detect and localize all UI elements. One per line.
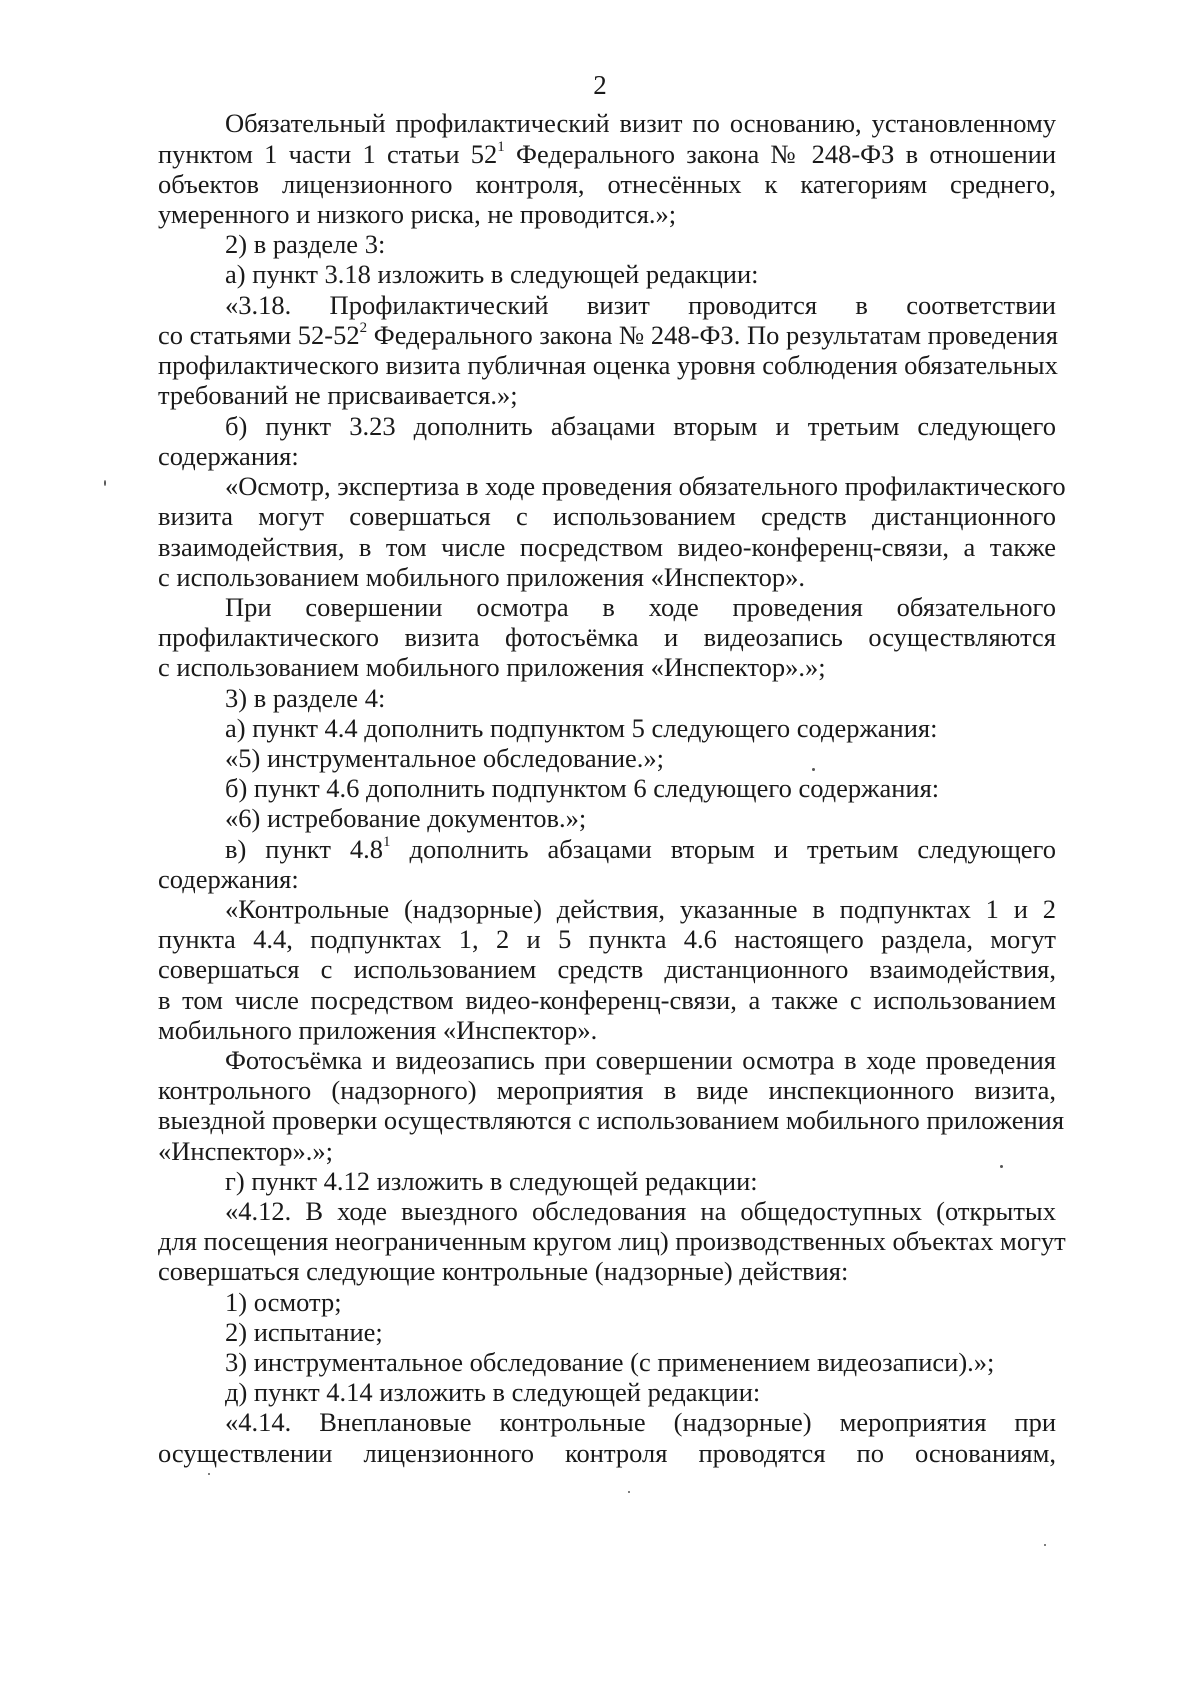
text-line: совершаться следующие контрольные (надзорные) действия: <box>158 1256 849 1286</box>
text-line: При совершении осмотра в ходе проведения обязательного <box>225 592 1056 622</box>
text-line: пунктом 1 части 1 статьи $52^1$ Федерального закона № 248-ФЗ в отношении <box>158 139 1057 169</box>
text-line: в том числе посредством видео-конференц-связи, а также с использованием <box>158 985 1056 1015</box>
text-line: содержания: <box>158 441 299 471</box>
text-line: умеренного и низкого риска, не проводится.»; <box>158 199 677 229</box>
text-line: б) пункт 4.6 дополнить подпунктом 6 следующего содержания: <box>225 773 940 803</box>
scan-speck <box>208 1473 210 1475</box>
text-line: Фотосъёмка и видеозапись при совершении осмотра в ходе проведения <box>225 1045 1056 1075</box>
text-line: 3) инструментальное обследование (с применением видеозаписи).»; <box>225 1347 995 1377</box>
text-line: б) пункт 3.23 дополнить абзацами вторым и третьим следующего <box>225 411 1056 441</box>
scan-speck <box>104 480 106 486</box>
text-line: в) пункт $4.8^1$ дополнить абзацами вторым и третьим следующего <box>225 834 1056 864</box>
text-line: «Контрольные (надзорные) действия, указанные в подпунктах 1 и 2 <box>225 894 1056 924</box>
text-line: со статьями $52-52^2$ Федерального закона № 248-ФЗ. По результатам проведения <box>158 320 1058 350</box>
text-line: 3) в разделе 4: <box>225 683 386 713</box>
text-line: «6) истребование документов.»; <box>225 803 587 833</box>
text-line: осуществлении лицензионного контроля проводятся по основаниям, <box>158 1438 1056 1468</box>
superscript: 2 <box>359 320 368 336</box>
text-line: профилактического визита публичная оценка уровня соблюдения обязательных <box>158 350 1058 380</box>
text-line: «3.18. Профилактический визит проводится в соответствии <box>225 290 1056 320</box>
text-line: 2) испытание; <box>225 1317 383 1347</box>
text-line: требований не присваивается.»; <box>158 380 518 410</box>
text-line: Обязательный профилактический визит по основанию, установленному <box>225 108 1056 138</box>
text-line: «4.12. В ходе выездного обследования на общедоступных (открытых <box>225 1196 1056 1226</box>
scan-speck <box>1000 1165 1003 1168</box>
superscript: 1 <box>497 139 505 155</box>
text-line: контрольного (надзорного) мероприятия в виде инспекционного визита, <box>158 1075 1056 1105</box>
text-line: для посещения неограниченным кругом лиц) производственных объектах могут <box>158 1226 1066 1256</box>
text-line: а) пункт 3.18 изложить в следующей редакции: <box>225 259 759 289</box>
text-line: д) пункт 4.14 изложить в следующей редакции: <box>225 1377 761 1407</box>
text-line: «4.14. Внеплановые контрольные (надзорные) мероприятия при <box>225 1407 1056 1437</box>
text-line: 2) в разделе 3: <box>225 229 386 259</box>
text-line: «Осмотр, экспертиза в ходе проведения обязательного профилактического <box>225 471 1066 501</box>
text-line: «5) инструментальное обследование.»; <box>225 743 664 773</box>
text-line: выездной проверки осуществляются с использованием мобильного приложения <box>158 1105 1065 1135</box>
text-line: 1) осмотр; <box>225 1287 342 1317</box>
text-line: визита могут совершаться с использованием средств дистанционного <box>158 501 1056 531</box>
scan-speck <box>812 768 815 771</box>
text-line: профилактического визита фотосъёмка и видеозапись осуществляются <box>158 622 1056 652</box>
text-line: содержания: <box>158 864 299 894</box>
text-line: с использованием мобильного приложения «Инспектор». <box>158 562 805 592</box>
page-number: 2 <box>593 70 607 100</box>
text-line: г) пункт 4.12 изложить в следующей редакции: <box>225 1166 758 1196</box>
text-line: а) пункт 4.4 дополнить подпунктом 5 следующего содержания: <box>225 713 938 743</box>
superscript: 1 <box>383 834 391 850</box>
text-line: с использованием мобильного приложения «Инспектор».»; <box>158 652 826 682</box>
scan-speck <box>1044 1544 1046 1546</box>
text-line: объектов лицензионного контроля, отнесённых к категориям среднего, <box>158 169 1056 199</box>
text-line: пункта 4.4, подпунктах 1, 2 и 5 пункта 4.6 настоящего раздела, могут <box>158 924 1056 954</box>
text-line: мобильного приложения «Инспектор». <box>158 1015 598 1045</box>
text-line: совершаться с использованием средств дистанционного взаимодействия, <box>158 954 1056 984</box>
scan-speck <box>628 1491 630 1493</box>
text-line: «Инспектор».»; <box>158 1136 334 1166</box>
text-line: взаимодействия, в том числе посредством видео-конференц-связи, а также <box>158 532 1056 562</box>
